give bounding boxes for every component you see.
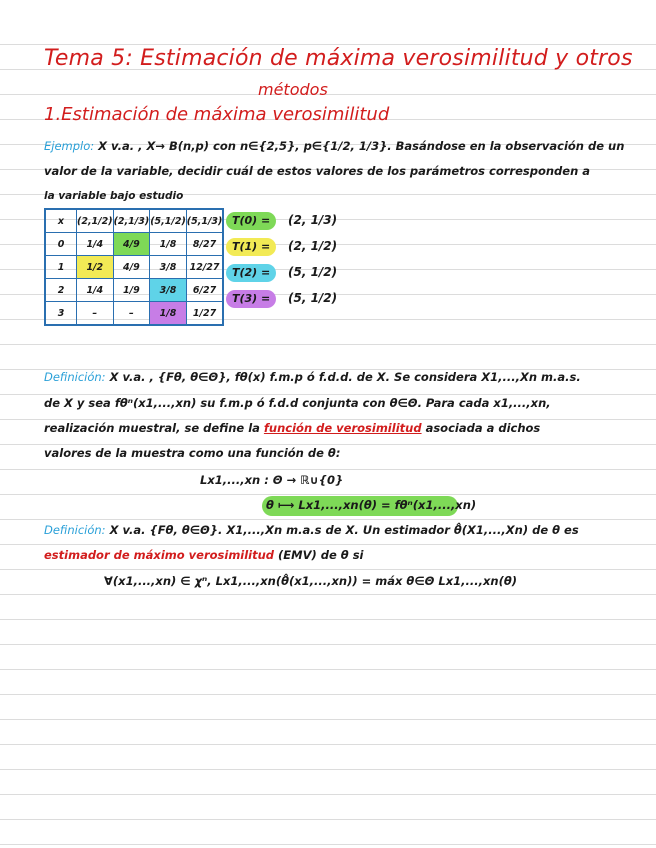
- table-cell: 1/27: [186, 302, 223, 326]
- def1-line-4: valores de la muestra como una función de θ:: [44, 446, 341, 460]
- t3-value: (5, 1/2): [288, 291, 338, 305]
- table-cell: –: [77, 302, 114, 326]
- table-row: [45, 279, 223, 302]
- table-cell: 1/9: [113, 279, 150, 302]
- table-cell: 4/9: [113, 256, 150, 279]
- page-title: Tema 5: Estimación de máxima verosimilitud y otros: [44, 46, 633, 71]
- def2-text-2b: (EMV) de θ si: [274, 548, 364, 562]
- probability-table: [44, 208, 224, 326]
- likelihood-mapping-formula: θ ⟼ Lx1,...,xn(θ) = fθⁿ(x1,...,xn): [266, 498, 477, 512]
- def1-text-3a: realización muestral, se define la: [44, 421, 264, 435]
- likelihood-domain-formula: Lx1,...,xn : Θ → ℝ∪{0}: [200, 473, 344, 487]
- def2-text-1: X v.a. {Fθ, θ∈Θ}. X1,...,Xn m.a.s de X. Un estimador θ̂(X1,...,Xn) de θ es: [109, 523, 579, 537]
- table-header: (2,1/3): [113, 209, 150, 233]
- table-cell: –: [113, 302, 150, 326]
- table-header: (2,1/2): [77, 209, 114, 233]
- table-row: [45, 256, 223, 279]
- table-row: [45, 302, 223, 326]
- def1-text-3c: asociada a dichos: [421, 421, 541, 435]
- example-label: Ejemplo:: [44, 139, 95, 153]
- table-cell-highlight: 1/8: [150, 302, 187, 326]
- table-cell-highlight: 4/9: [113, 233, 150, 256]
- def1-line-3: [44, 421, 540, 435]
- t1-value: (2, 1/2): [288, 239, 338, 253]
- def1-line-2: de X y sea fθⁿ(x1,...,xn) su f.m.p ó f.d.d conjunta con θ∈Θ. Para cada x1,...,xn,: [44, 396, 551, 410]
- table-cell: 3: [45, 302, 77, 326]
- table-cell: 12/27: [186, 256, 223, 279]
- def1-label: Definición:: [44, 370, 106, 384]
- t3-label: T(3) =: [226, 290, 276, 308]
- t0-value: (2, 1/3): [288, 213, 338, 227]
- table-cell: 2: [45, 279, 77, 302]
- table-cell-highlight: 1/2: [77, 256, 114, 279]
- table-row: [45, 233, 223, 256]
- emv-formula: ∀(x1,...,xn) ∈ χⁿ, Lx1,...,xn(θ̂(x1,...,xn)) = máx θ∈Θ Lx1,...,xn(θ): [104, 574, 518, 588]
- t2-value: (5, 1/2): [288, 265, 338, 279]
- table-cell: 8/27: [186, 233, 223, 256]
- table-header: (5,1/2): [150, 209, 187, 233]
- table-cell: 3/8: [150, 256, 187, 279]
- table-header-row: [45, 209, 223, 233]
- t1-label: T(1) =: [226, 238, 276, 256]
- page-title-continued: métodos: [258, 80, 328, 99]
- table-cell: 1: [45, 256, 77, 279]
- table-header: x: [45, 209, 77, 233]
- table-header: (5,1/3): [186, 209, 223, 233]
- table-cell: 1/8: [150, 233, 187, 256]
- example-text-1: X v.a. , X→ B(n,p) con n∈{2,5}, p∈{1/2, 1/3}. Basándose en la observación de un: [98, 139, 625, 153]
- example-line-3: la variable bajo estudio: [44, 190, 184, 202]
- example-line-2: valor de la variable, decidir cuál de estos valores de los parámetros corresponden a: [44, 164, 591, 178]
- def2-line-1: [44, 523, 579, 537]
- t2-label: T(2) =: [226, 264, 276, 282]
- def1-line-1: [44, 370, 581, 384]
- table-cell-highlight: 3/8: [150, 279, 187, 302]
- likelihood-term: función de verosimilitud: [263, 421, 422, 435]
- example-line-1: [44, 139, 624, 153]
- emv-term: estimador de máximo verosimilitud: [44, 548, 275, 562]
- def2-label: Definición:: [44, 523, 106, 537]
- section-heading: 1.Estimación de máxima verosimilitud: [44, 104, 390, 125]
- t0-label: T(0) =: [226, 212, 276, 230]
- def1-text-1: X v.a. , {Fθ, θ∈Θ}, fθ(x) f.m.p ó f.d.d. de X. Se considera X1,...,Xn m.a.s.: [109, 370, 581, 384]
- def2-line-2: [44, 548, 364, 562]
- table-cell: 6/27: [186, 279, 223, 302]
- table-cell: 1/4: [77, 233, 114, 256]
- table-cell: 1/4: [77, 279, 114, 302]
- table-cell: 0: [45, 233, 77, 256]
